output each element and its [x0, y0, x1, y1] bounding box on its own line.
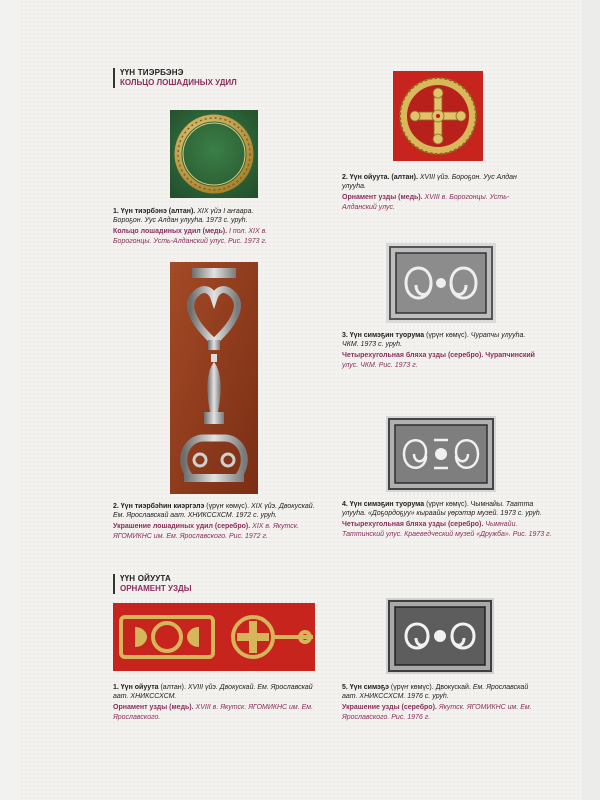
caption-yakut-material: (үрүҥ көмүс). Чымнайы. — [426, 501, 504, 508]
caption-russian — [113, 522, 323, 540]
caption-yakut-text: XIX үйэ. Двокускай. Ем. Ярославскай аат. ХНИКССХСМ. 1972 с. уруһ. — [113, 503, 315, 520]
red-band-ornament-image — [113, 603, 315, 671]
caption-item2-ring-decoration — [113, 502, 323, 541]
section-title-yakut: ҮҮН ТИЭРБЭНЭ — [120, 68, 184, 77]
caption-russian-title: Четырехугольная бляха узды (серебро). — [342, 521, 484, 529]
caption-russian-text: I пол. XIX в. Борогонцы. Усть-Алданский улус. Рис. 1973 г. — [113, 228, 268, 245]
caption-russian-title: Орнамент узды (медь). — [342, 194, 423, 202]
section-header-rings — [113, 68, 237, 88]
caption-yakut-material: (үрүҥ көмүс). — [426, 332, 469, 339]
caption-yakut-material: (алтан). — [160, 684, 186, 691]
caption-russian-text: XIX в. Якутск. ЯГОМИКНС им. Ем. Ярославского. Рис. 1972 г. — [113, 523, 300, 540]
caption-yakut-title: 1. Үүн ойуута — [113, 684, 159, 691]
caption-yakut-material: (үрүҥ көмүс). — [206, 503, 250, 510]
caption-yakut-title: 5. Үүн симэҕэ — [342, 684, 389, 691]
square-plaque-image-4 — [386, 416, 496, 492]
caption-russian-title: Украшение узды (серебро). — [342, 704, 437, 712]
caption-item2-ornament — [342, 173, 522, 212]
red-disk-ornament-image — [393, 71, 483, 161]
caption-russian-title: Орнамент узды (медь). — [113, 704, 194, 712]
caption-yakut-text: XIX үйэ I аҥаара. Бороҕон. Уус Алдан улууһа. 1973 с. уруһ. — [113, 208, 254, 225]
section-title-russian: КОЛЬЦО ЛОШАДИНЫХ УДИЛ — [120, 78, 237, 87]
caption-russian-place: Чурапчинский — [485, 352, 535, 360]
caption-yakut-title: 3. Үүн симэҕин туорума — [342, 332, 425, 339]
caption-item1-ring — [113, 207, 283, 246]
caption-russian — [342, 351, 542, 369]
caption-item1-ornament — [113, 683, 318, 722]
caption-yakut-text: Чурапчы улууһа. ЧКМ. 1973 с. уруһ. — [342, 332, 526, 349]
green-ring-image — [170, 110, 258, 198]
page-edge — [582, 0, 600, 800]
plaque-image-5 — [386, 598, 494, 674]
section-header-ornaments — [113, 574, 192, 594]
caption-yakut-title: 4. Үүн симэҕин туорума — [342, 501, 425, 508]
caption-russian — [342, 703, 542, 721]
caption-yakut-title: 2. Үүн тиэрбэһин киэргэлэ — [113, 503, 205, 510]
section-title-yakut: ҮҮН ОЙУУТА — [120, 574, 171, 583]
ring-decoration-image — [170, 262, 258, 494]
square-plaque-image-3 — [386, 243, 496, 323]
document-page — [20, 0, 582, 800]
caption-russian-title: Кольцо лошадиных удил (медь). — [113, 228, 228, 236]
caption-russian-text: Якутск. ЯГОМИКНС им. Ем. Ярославского. Рис. 1976 г. — [342, 704, 532, 721]
caption-russian — [342, 520, 557, 538]
caption-yakut-text: Ем. Ярославскай аат. ХНИКССХСМ. 1976 с. уруһ. — [342, 684, 529, 701]
caption-russian-text: Чымнайи. Таттинский улус. Краеведческий музей «Дружба». Рис. 1973 г. — [342, 521, 552, 538]
caption-yakut-text: Таатта улууһа. «Доҕордоҕуу» кыраайы үөрэтэр музей. 1973 с. уруһ. — [342, 501, 542, 518]
caption-russian-text: XVIII в. Борогонцы. Усть-Алданский улус. — [342, 194, 510, 211]
caption-russian-title: Четырехугольная бляха узды (серебро). — [342, 352, 484, 360]
caption-russian-text: улус. ЧКМ. Рис. 1973 г. — [342, 361, 418, 369]
caption-yakut-text: XVIII үйэ. Бороҕон. Уус Алдан улууһа. — [342, 174, 517, 191]
caption-yakut-title: 2. Үүн ойуута. (алтан). — [342, 174, 418, 181]
caption-yakut-text: XVIII үйэ. Двокускай. Ем. Ярославскай аат. ХНИКССХСМ. — [113, 684, 313, 701]
section-title-russian: ОРНАМЕНТ УЗДЫ — [120, 584, 192, 593]
caption-item5-plaque — [342, 683, 542, 722]
caption-russian — [113, 227, 283, 245]
caption-item3-plaque — [342, 331, 542, 370]
caption-russian-text: XVIII в. Якутск. ЯГОМИКНС им. Ем. Ярославского. — [113, 704, 314, 721]
caption-russian — [113, 703, 318, 721]
caption-yakut-title: 1. Үүн тиэрбэнэ (алтан). — [113, 208, 196, 215]
caption-russian — [342, 193, 522, 211]
caption-yakut-material: (үрүҥ көмүс). Двокускай. — [390, 684, 471, 691]
caption-item4-plaque — [342, 500, 557, 539]
caption-russian-title: Украшение лошадиных удил (серебро). — [113, 523, 251, 531]
